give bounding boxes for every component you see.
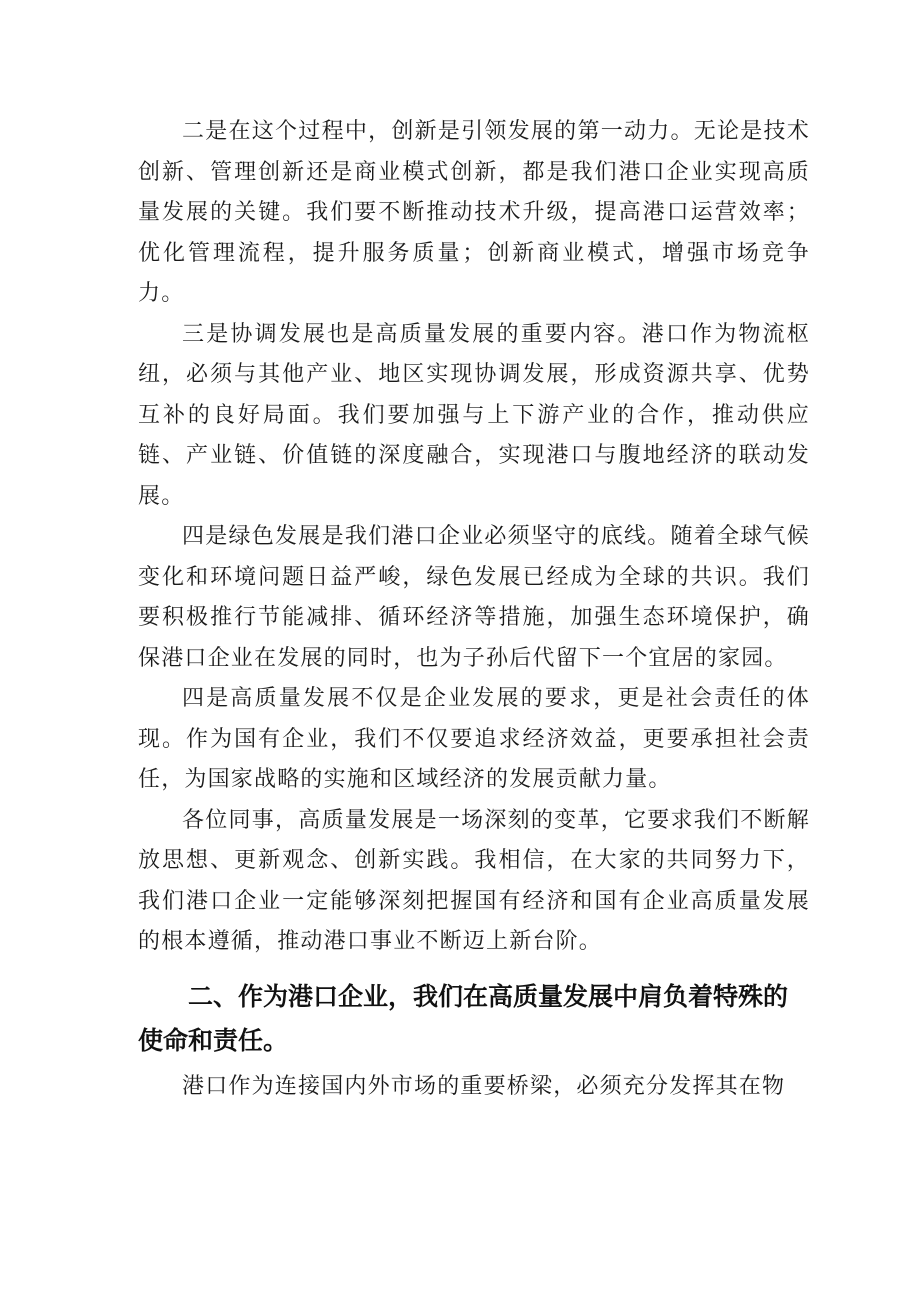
paragraph-innovation: 二是在这个过程中，创新是引领发展的第一动力。无论是技术创新、管理创新还是商业模式创新，都是我们港口企业实现高质量发展的关键。我们要不断推动技术升级，提高港口运营效率；优化管理流程，提升服务质量；创新商业模式，增强市场竞争力。 <box>138 119 810 306</box>
paragraph-social-responsibility: 四是高质量发展不仅是企业发展的要求，更是社会责任的体现。作为国有企业，我们不仅要追求经济效益，更要承担社会责任，为国家战略的实施和区域经济的发展贡献力量。 <box>138 686 810 792</box>
paragraph-port-bridge: 港口作为连接国内外市场的重要桥梁，必须充分发挥其在物 <box>182 1073 786 1099</box>
paragraph-coordination: 三是协调发展也是高质量发展的重要内容。港口作为物流枢纽，必须与其他产业、地区实现协调发展，形成资源共享、优势互补的良好局面。我们要加强与上下游产业的合作，推动供应链、产业链、价值链的深度融合，实现港口与腹地经济的联动发展。 <box>138 321 810 509</box>
paragraph-green-development: 四是绿色发展是我们港口企业必须坚守的底线。随着全球气候变化和环境问题日益严峻，绿色发展已经成为全球的共识。我们要积极推行节能减排、循环经济等措施，加强生态环境保护，确保港口企业在发展的同时，也为子孙后代留下一个宜居的家园。 <box>138 524 810 671</box>
paragraph-conclusion: 各位同事，高质量发展是一场深刻的变革，它要求我们不断解放思想、更新观念、创新实践。我相信，在大家的共同努力下，我们港口企业一定能够深刻把握国有经济和国有企业高质量发展的根本遵循，推动港口事业不断迈上新台阶。 <box>138 807 810 954</box>
document-body <box>138 112 810 1107</box>
section-heading: 二、作为港口企业，我们在高质量发展中肩负着特殊的使命和责任。 <box>138 981 789 1055</box>
